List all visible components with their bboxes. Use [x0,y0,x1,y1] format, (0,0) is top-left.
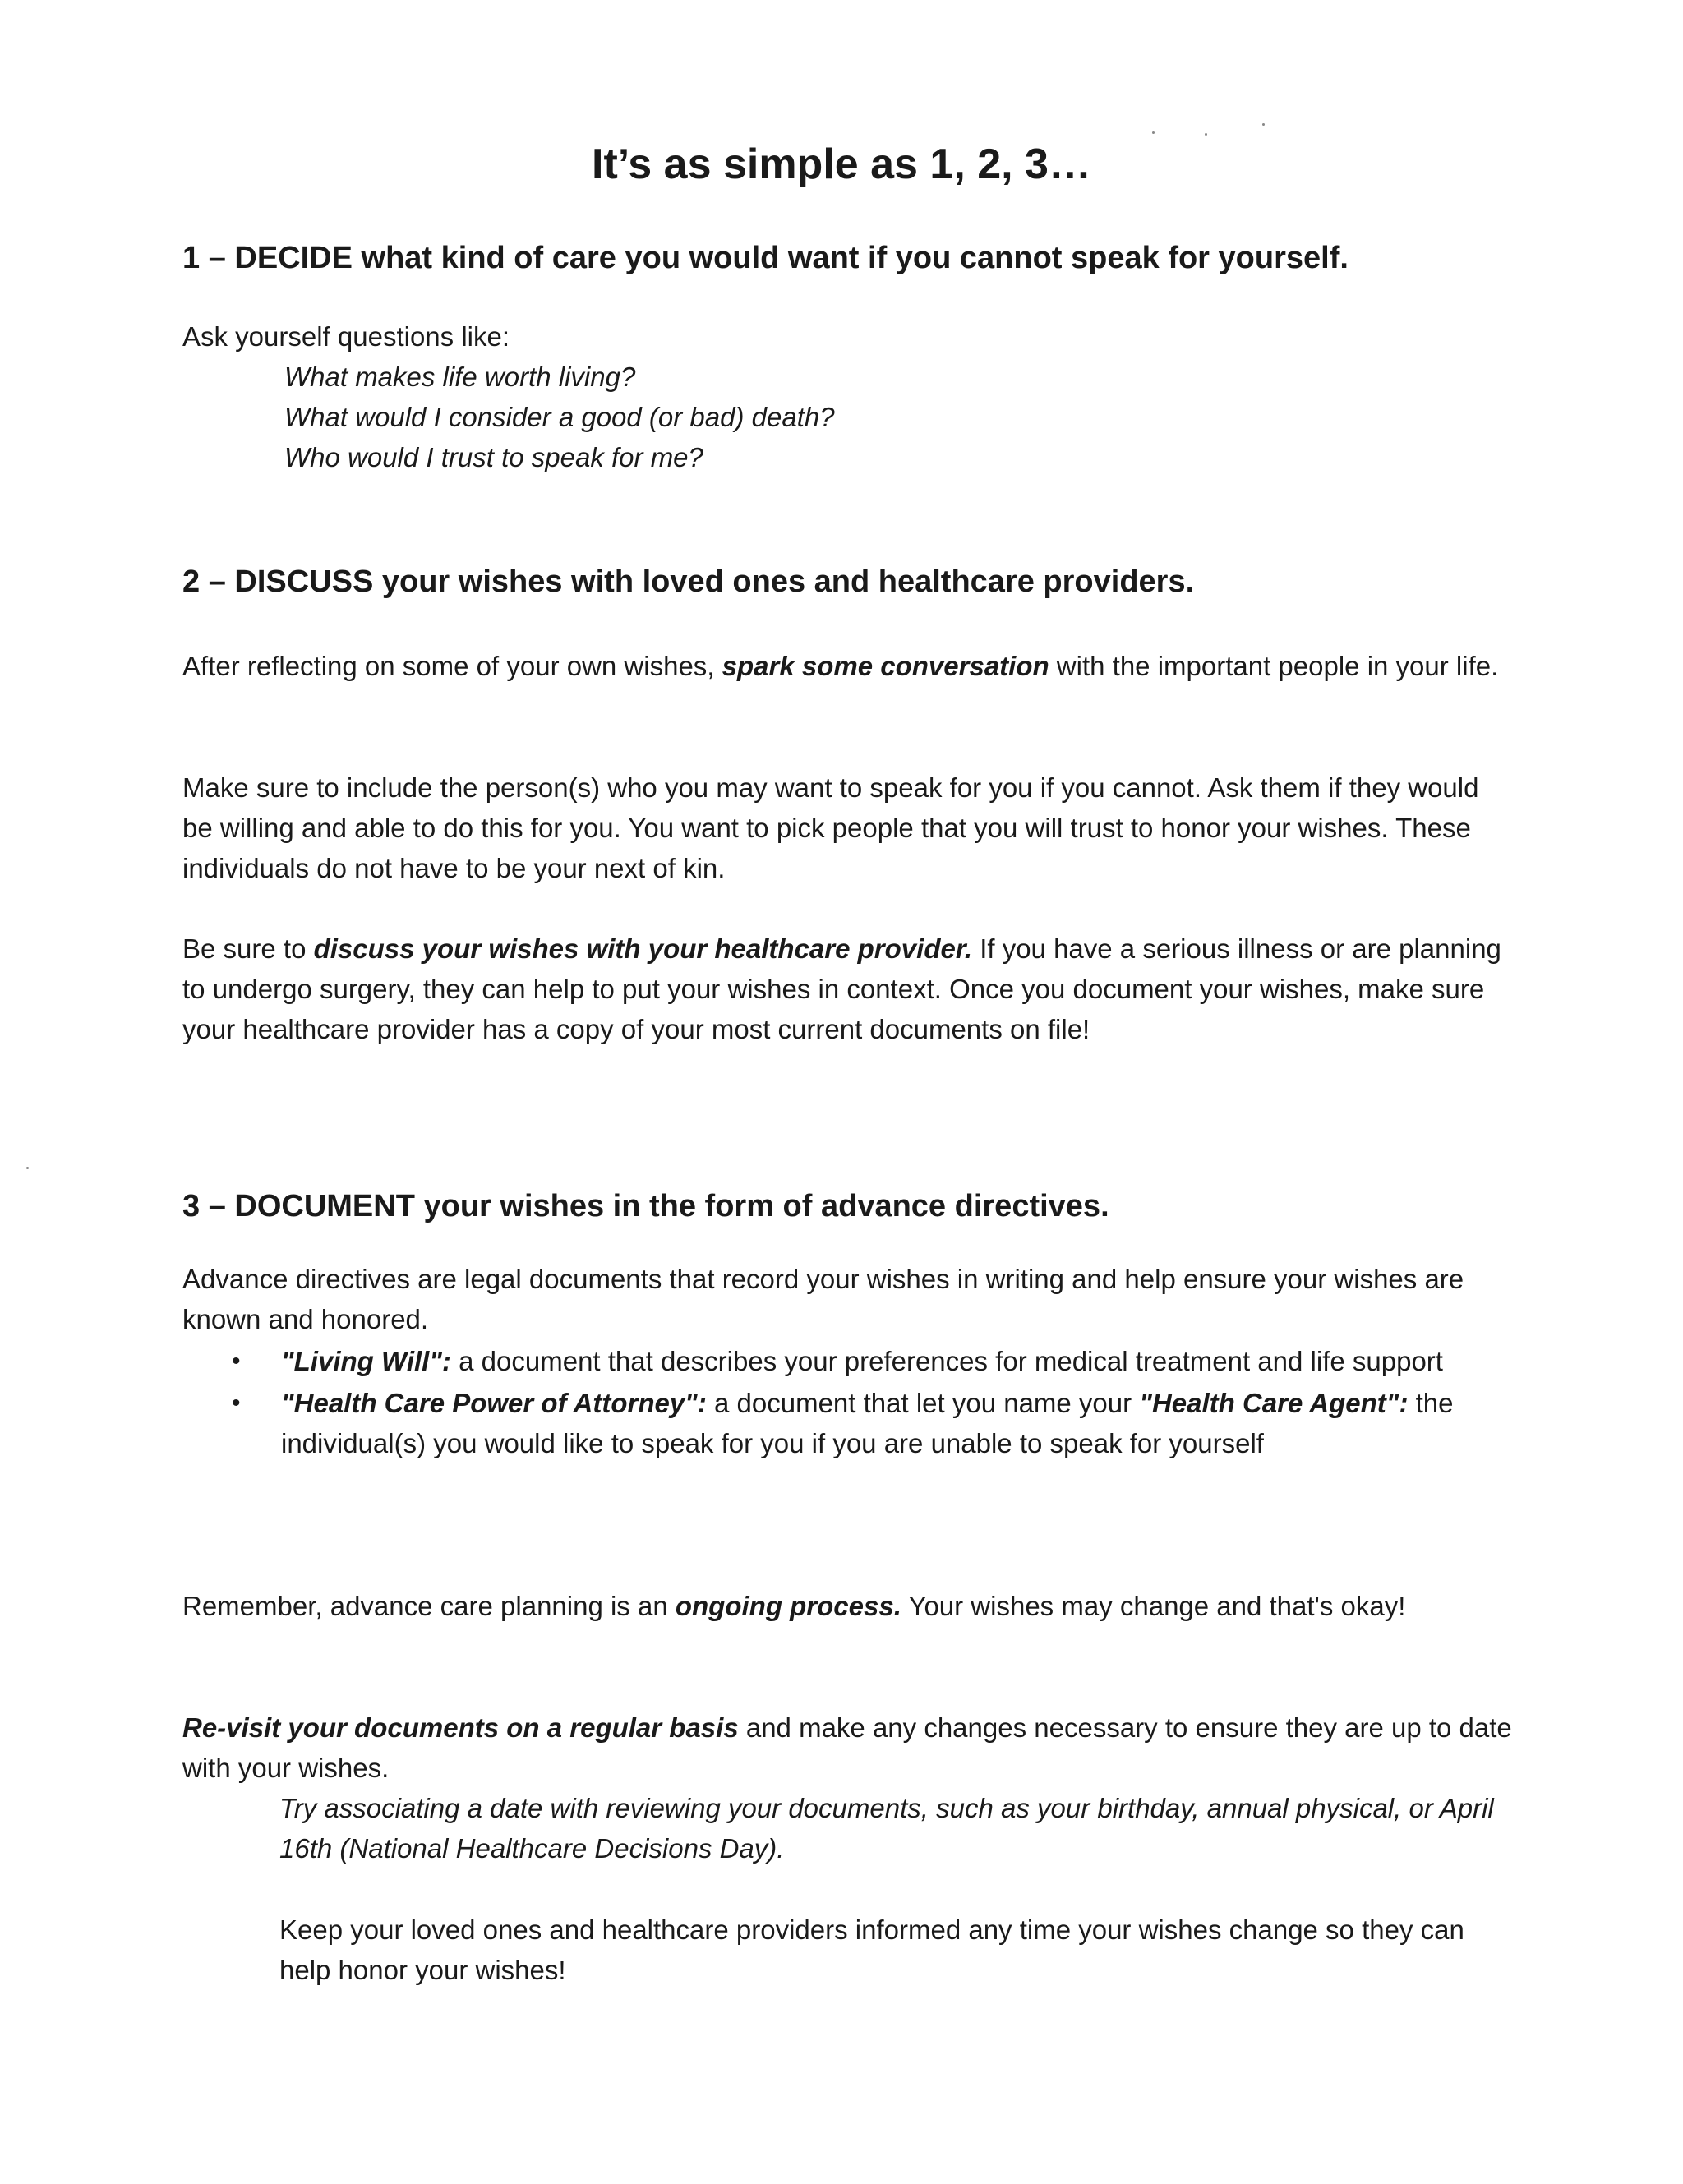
text-run: a document that let you name your [706,1388,1140,1418]
emphasis-text: ongoing process. [675,1591,901,1621]
bullet-icon: • [232,1348,241,1375]
emphasis-text: discuss your wishes with your healthcare provider. [313,933,973,964]
text-run: After reflecting on some of your own wishes, [182,651,722,681]
term-text: "Health Care Agent": [1139,1388,1409,1418]
text-run: Be sure to [182,933,314,964]
section-2-paragraph-2: Make sure to include the person(s) who you may want to speak for you if you cannot. Ask them if they would be willing and able to do this for you. You want to pick people that you will trust to honor your wishes. These individuals do not have to be your next of kin. [182,772,1479,883]
text-run: a document that describes your preferences for medical treatment and life support [450,1346,1443,1376]
emphasis-text: spark some conversation [722,651,1049,681]
question-item: What would I consider a good (or bad) death? [284,402,835,432]
text-run: Remember, advance care planning is an [182,1591,676,1621]
keep-informed-paragraph: Keep your loved ones and healthcare providers informed any time your wishes change so they can help honor your wishes! [279,1914,1464,1985]
tip-paragraph: Try associating a date with reviewing your documents, such as your birthday, annual physical, or April 16th (National Healthcare Decisions Day). [279,1793,1494,1864]
advance-directives-list [230,1341,1512,1465]
scan-speck [1152,131,1155,134]
emphasis-text: Re-visit your documents on a regular basis [182,1712,739,1743]
text-run: and make any changes necessary to ensure they are up to date with your wishes. [182,1712,1512,1783]
question-item: Who would I trust to speak for me? [284,442,703,472]
section-2-paragraph-1 [182,646,1514,686]
scan-speck [26,1167,29,1169]
scan-speck [1262,123,1265,126]
section-2-heading: 2 – DISCUSS your wishes with loved ones and healthcare providers. [182,564,1195,599]
revisit-paragraph [182,1707,1514,1788]
text-run: Your wishes may change and that's okay! [901,1591,1406,1621]
term-text: "Living Will": [281,1346,451,1376]
list-item [230,1383,1512,1463]
section-1-heading: 1 – DECIDE what kind of care you would want if you cannot speak for yourself. [182,241,1349,275]
section-3-heading: 3 – DOCUMENT your wishes in the form of advance directives. [182,1189,1109,1223]
section-1-intro: Ask yourself questions like: [182,321,510,352]
text-run: the individual(s) you would like to speak for you if you are unable to speak for yourself [281,1388,1454,1458]
page-title: It’s as simple as 1, 2, 3… [592,141,1091,188]
term-text: "Health Care Power of Attorney": [281,1388,707,1418]
question-item: What makes life worth living? [284,362,636,392]
scan-speck [1205,133,1207,136]
remember-paragraph [182,1586,1514,1626]
bullet-icon: • [232,1389,241,1417]
section-1-questions [284,357,1517,477]
text-run: with the important people in your life. [1049,651,1499,681]
text-run: If you have a serious illness or are planning to undergo surgery, they can help to put your wishes in context. Once you document your wishes, make sure your healthcare provider has a copy of your most current documents on file! [182,933,1501,1044]
section-3-intro: Advance directives are legal documents that record your wishes in writing and help ensure your wishes are known and honored. [182,1264,1464,1334]
list-item [230,1341,1512,1381]
section-2-paragraph-3 [182,928,1514,1049]
